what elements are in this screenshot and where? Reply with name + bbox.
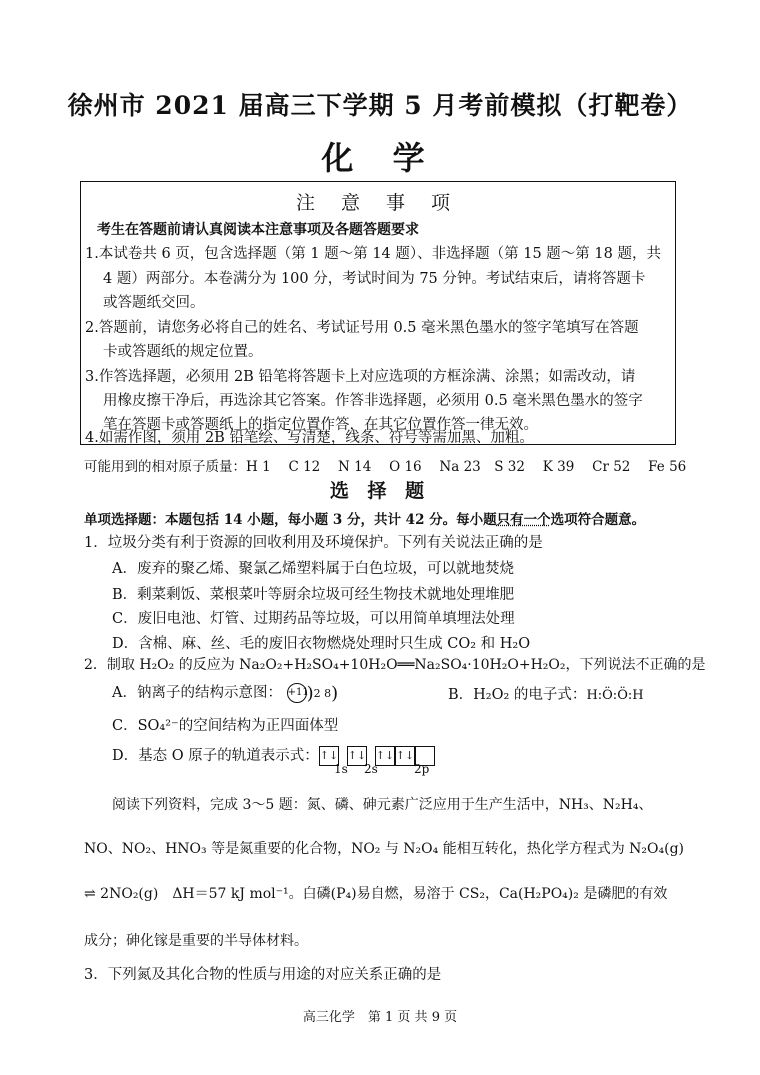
section-intro-emphasis: 只有一个 xyxy=(496,512,551,528)
notice-subtitle: 考生在答题前请认真阅读本注意事项及各题答题要求 xyxy=(97,222,419,238)
notice-item: 卡或答题纸的规定位置。 xyxy=(103,344,263,360)
q2-option-b-label: B．H₂O₂ 的电子式： xyxy=(448,687,587,703)
reading-line: 阅读下列资料，完成 3～5 题：氮、磷、砷元素广泛应用于生产生活中，NH₃、N₂H₄、 xyxy=(112,797,653,813)
section-intro xyxy=(84,508,645,528)
orbital-box-2s: ↑↓ xyxy=(347,746,367,766)
electron-shell-arc-icon: ) xyxy=(306,682,314,704)
notice-item: 4 题）两部分。本卷满分为 100 分，考试时间为 75 分钟。考试结束后，请将答题卡 xyxy=(103,271,646,287)
q2-option-b xyxy=(448,683,644,704)
orbital-box-1s: ↑↓ xyxy=(319,746,339,766)
electron-shells: 2 8 xyxy=(313,687,332,700)
q1-option-c: C．废旧电池、灯管、过期药品等垃圾，可以用简单填埋法处理 xyxy=(112,611,515,627)
page-footer: 高三化学 第 1 页 共 9 页 xyxy=(302,1010,458,1025)
reading-line: NO、NO₂、HNO₃ 等是氮重要的化合物，NO₂ 与 N₂O₄ 能相互转化，热化学方程式为 N₂O₄(g) xyxy=(84,841,684,857)
orbital-label-2p: 2p xyxy=(414,762,430,776)
subject-title: 化 学 xyxy=(321,139,439,177)
notice-title: 注 意 事 项 xyxy=(295,192,461,214)
orbital-label-2s: 2s xyxy=(364,762,378,776)
q2-option-a xyxy=(112,681,338,704)
q2-option-d xyxy=(112,744,435,766)
q1-option-a: A．废弃的聚乙烯、聚氯乙烯塑料属于白色垃圾，可以就地焚烧 xyxy=(112,561,514,577)
q3-stem: 3．下列氮及其化合物的性质与用途的对应关系正确的是 xyxy=(84,967,442,983)
notice-item: 1.本试卷共 6 页，包含选择题（第 1 题～第 14 题）、非选择题（第 15 题～第 18 题，共 xyxy=(85,246,661,262)
orbital-label-1s: 1s xyxy=(334,762,348,776)
notice-item: 4.如需作图，须用 2B 铅笔绘、写清楚，线条、符号等需加黑、加粗。 xyxy=(85,430,534,446)
orbital-box-2p-1: ↑↓ xyxy=(375,746,395,766)
section-intro-c: 选项符合题意。 xyxy=(550,512,646,528)
q1-stem: 1．垃圾分类有利于资源的回收利用及环境保护。下列有关说法正确的是 xyxy=(84,535,543,551)
section-title: 选 择 题 xyxy=(329,480,431,502)
q1-option-b: B．剩菜剩饭、菜根菜叶等厨余垃圾可经生物技术就地处理堆肥 xyxy=(112,587,515,603)
notice-item: 2.答题前，请您务必将自己的姓名、考试证号用 0.5 毫米黑色墨水的签字笔填写在答题 xyxy=(85,320,639,336)
reading-line: ⇌ 2NO₂(g) ΔH＝57 kJ mol⁻¹。白磷(P₄)易自燃，易溶于 CS₂，Ca(H₂PO₄)₂ 是磷肥的有效 xyxy=(84,886,668,902)
exam-title: 徐州市 2021 届高三下学期 5 月考前模拟（打靶卷） xyxy=(67,91,693,120)
notice-item: 或答题纸交回。 xyxy=(103,295,205,311)
section-intro-a: 单项选择题：本题包括 14 小题，每小题 3 分，共计 42 分。每小题 xyxy=(84,512,497,528)
atomic-masses: 可能用到的相对原子质量：H 1 C 12 N 14 O 16 Na 23 S 32 K 39 Cr 52 Fe 56 xyxy=(84,459,687,475)
reading-line: 成分；砷化镓是重要的半导体材料。 xyxy=(84,933,308,949)
orbital-box-2p-2: ↑↓ xyxy=(395,746,415,766)
sodium-nucleus-icon: +11 xyxy=(287,683,307,703)
electron-shell-arc-icon: ) xyxy=(331,682,339,704)
q2-option-d-label: D．基态 O 原子的轨道表示式： xyxy=(112,748,319,764)
q2-stem: 2．制取 H₂O₂ 的反应为 Na₂O₂+H₂SO₄+10H₂O══Na₂SO₄·10H₂O+H₂O₂，下列说法不正确的是 xyxy=(84,657,706,673)
notice-item: 3.作答选择题，必须用 2B 铅笔将答题卡上对应选项的方框涂满、涂黑；如需改动，请 xyxy=(85,369,636,385)
q1-option-d: D．含棉、麻、丝、毛的废旧衣物燃烧处理时只生成 CO₂ 和 H₂O xyxy=(112,636,531,652)
notice-box xyxy=(80,181,676,445)
notice-item: 用橡皮擦干净后，再选涂其它答案。作答非选择题，必须用 0.5 毫米黑色墨水的签字 xyxy=(103,393,643,409)
q2-option-a-label: A．钠离子的结构示意图： xyxy=(112,685,282,701)
notice-item: 笔在答题卡或答题纸上的指定位置作答，在其它位置作答一律无效。 xyxy=(103,417,538,433)
h2o2-electron-formula: H:Ö:Ö:H xyxy=(586,688,644,703)
q2-option-c: C．SO₄²⁻的空间结构为正四面体型 xyxy=(112,718,339,734)
